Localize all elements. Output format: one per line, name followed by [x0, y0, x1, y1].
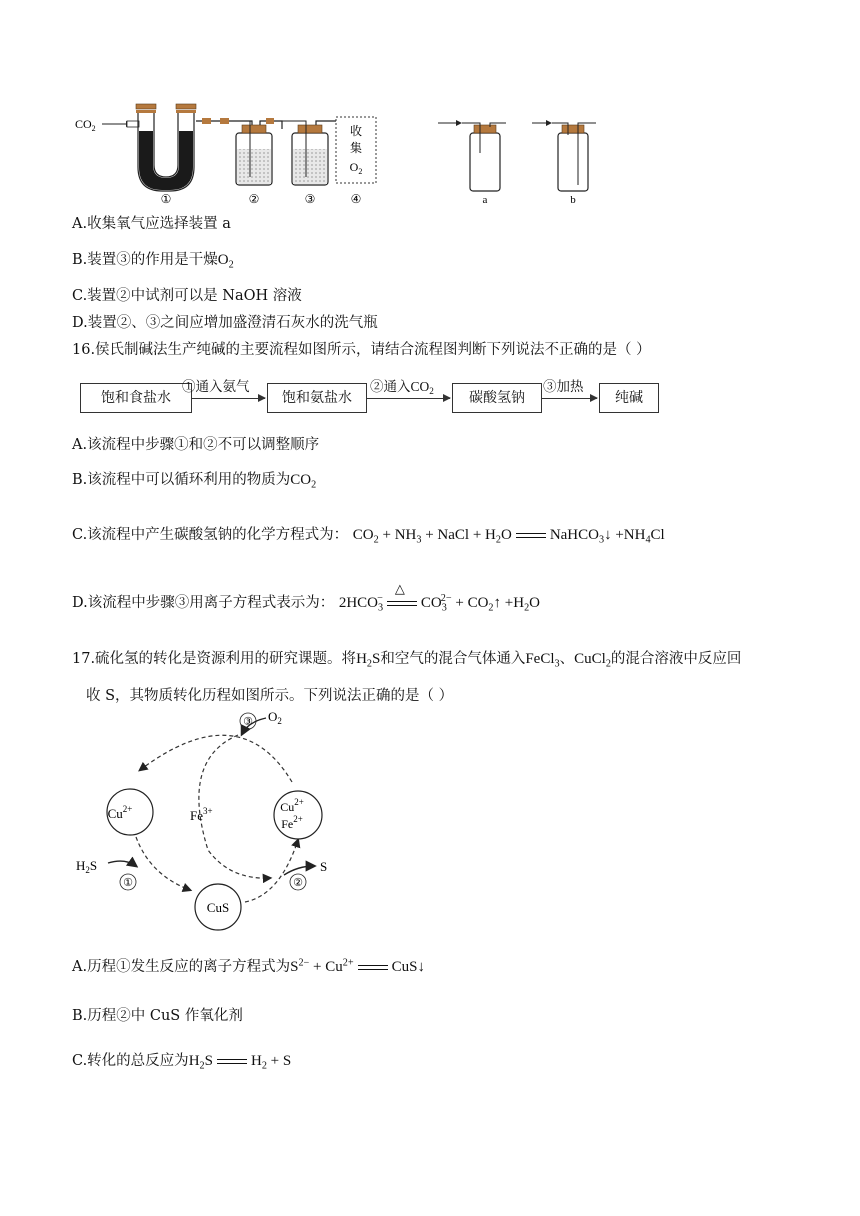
flow-step-1: ①通入氨气 — [182, 379, 250, 395]
svg-text:Fe2+: $Fe^{2+}$ — [281, 814, 303, 831]
flow-arrow-3 — [541, 398, 597, 399]
apparatus-figure — [70, 95, 630, 207]
cycle-diagram — [70, 700, 370, 940]
q16-option-a: A.该流程中步骤①和②不可以调整顺序 — [72, 437, 320, 453]
svg-text:b: b — [570, 194, 576, 206]
wash-bottle-3 — [282, 121, 336, 185]
flow-box-bicarbonate: 碳酸氢钠 — [452, 383, 542, 413]
q17-option-a: A.历程①发生反应的离子方程式为$S^{2-} + Cu^{2+}$ CuS↓ — [72, 957, 425, 975]
q16-option-d: D.该流程中步骤③用离子方程式表示为： $2HCO_3^-$ △ $CO_3^{2-}$ + $CO_2↑ +H_2O$ — [72, 580, 540, 614]
q16-option-c: C.该流程中产生碳酸氢钠的化学方程式为： $CO_2 + NH_3$ + NaCl + $H_2O$ NaHCO$_3$↓ $+NH_4Cl$ — [72, 527, 665, 546]
o2-label: $O_2$ — [268, 709, 282, 726]
svg-text:收: 收 — [349, 124, 363, 138]
q17-option-c: C.转化的总反应为$H_2S$ $H_2 + S$ — [72, 1053, 292, 1072]
svg-text:集: 集 — [349, 141, 363, 155]
u-tube — [136, 104, 196, 191]
svg-text:a: a — [482, 194, 488, 206]
q16-option-b: B.该流程中可以循环利用的物质为$CO_2$ — [72, 472, 317, 491]
wash-bottle-2 — [236, 118, 282, 185]
q15-option-b: B.装置③的作用是干燥$O_2$ — [72, 252, 234, 271]
label-4: ④ — [350, 192, 362, 206]
svg-text:①: ① — [123, 877, 133, 889]
q17-stem-line1: 17.硫化氢的转化是资源利用的研究课题。将$H_2S$和空气的混合气体通入FeCl$_3$、CuCl$_2$的混合溶液中反应回 — [72, 651, 742, 670]
flow-box-brine: 饱和食盐水 — [80, 383, 192, 413]
bottle-a — [438, 120, 506, 206]
flow-step-3: ③加热 — [543, 379, 584, 395]
svg-text:O2: $O_2$ — [349, 160, 363, 176]
flow-box-ammonia-brine: 饱和氨盐水 — [267, 383, 367, 413]
q16-stem: 16.侯氏制碱法生产纯碱的主要流程如图所示，请结合流程图判断下列说法不正确的是（ ） — [72, 342, 651, 358]
q17-option-b: B.历程②中 CuS 作氧化剂 — [72, 1008, 243, 1024]
q17-stem-line2: 收 S，其物质转化历程如图所示。下列说法正确的是（ ） — [86, 688, 454, 704]
svg-text:Cu2+: $Cu^{2+}$ — [280, 797, 304, 814]
bottle-b — [532, 120, 596, 206]
co2-label: $CO_2$ — [75, 117, 96, 133]
label-1: ① — [160, 192, 172, 206]
s-label: S — [320, 859, 328, 874]
flow-arrow-2 — [366, 398, 450, 399]
svg-text:③: ③ — [243, 716, 253, 728]
fe3-label: $Fe^{3+}$ — [190, 806, 213, 823]
svg-text:②: ② — [293, 877, 303, 889]
svg-text:CuS: CuS — [206, 900, 230, 915]
h2s-label: $H_2S$ — [76, 858, 98, 875]
label-2: ② — [248, 192, 260, 206]
q15-option-c: C.装置②中试剂可以是 NaOH 溶液 — [72, 288, 302, 304]
svg-text:Cu2+: $Cu^{2+}$ — [107, 804, 133, 821]
flow-arrow-1 — [191, 398, 265, 399]
label-3: ③ — [304, 192, 316, 206]
flow-step-2: ②通入$CO_2$ — [370, 379, 434, 397]
flow-box-soda: 纯碱 — [599, 383, 659, 413]
q15-option-a: A.收集氧气应选择装置 a — [72, 216, 231, 232]
q15-option-d: D.装置②、③之间应增加盛澄清石灰水的洗气瓶 — [72, 315, 378, 331]
